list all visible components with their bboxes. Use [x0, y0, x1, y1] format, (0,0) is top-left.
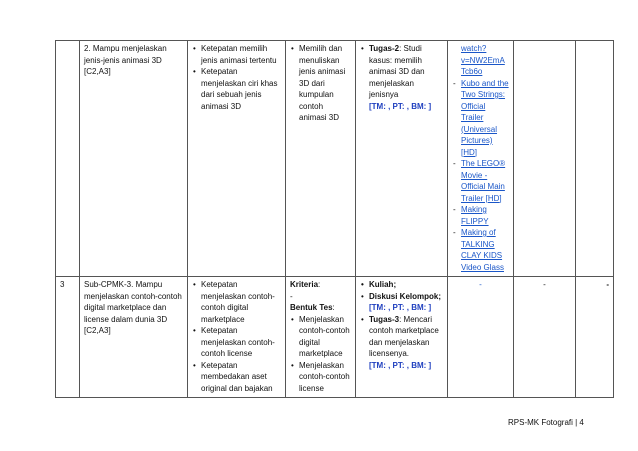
- list-item: [452, 227, 509, 273]
- list-item: [360, 314, 443, 372]
- list-item: [360, 291, 443, 314]
- list-item: • Ketepatan menjelaskan contoh-contoh digital marketplace: [192, 279, 281, 325]
- empty-cell: [576, 41, 614, 277]
- page-footer: RPS-MK Fotografi | 4: [508, 418, 584, 427]
- bentuk-tes-label: Bentuk Tes: [290, 303, 333, 312]
- kriteria-label: Kriteria: [290, 280, 319, 289]
- list-item: [452, 78, 509, 159]
- sub-cpmk-cell: Sub-CPMK-3. Mampu menjelaskan contoh-contoh digital marketplace dan license dalam dunia 3D [C2,A3]: [80, 277, 188, 398]
- indikator-cell: [188, 277, 286, 398]
- tugas-label: Tugas-3: [369, 314, 400, 324]
- list-item: [452, 204, 509, 227]
- tugas-label: Tugas-2: [369, 44, 400, 53]
- bentuk-tes-colon: :: [332, 303, 335, 312]
- indikator-cell: [188, 41, 286, 277]
- kriteria-cell: [286, 277, 356, 398]
- empty-cell: [514, 41, 576, 277]
- list-item: • Ketepatan menjelaskan ciri khas dari sebuah jenis animasi 3D: [192, 66, 281, 112]
- list-item: • Menjelaskan contoh-contoh license: [290, 360, 351, 395]
- list-item: • Memilih dan menuliskan jenis animasi 3D dari kumpulan contoh animasi 3D: [290, 43, 351, 124]
- table-row: [56, 41, 614, 277]
- dash-cell: -: [448, 277, 514, 398]
- video-link[interactable]: The LEGO® Movie - Official Main Trailer [HD]: [461, 159, 506, 203]
- tugas-cell: [356, 277, 448, 398]
- table-row: [56, 277, 614, 398]
- dash-cell: -: [514, 277, 576, 398]
- sub-cpmk-cell: 2. Mampu menjelaskan jenis-jenis animasi 3D [C2,A3]: [80, 41, 188, 277]
- list-item: [452, 158, 509, 204]
- rps-table: [55, 40, 614, 398]
- video-link[interactable]: Making of TALKING CLAY KIDS Video Glass: [461, 228, 504, 272]
- tm-label: [TM: , PT: , BM: ]: [369, 303, 432, 312]
- list-item: • Ketepatan menjelaskan contoh-contoh license: [192, 325, 281, 360]
- tugas-text: : Studi kasus: memilih animasi 3D dan menjelaskan jenisnya: [369, 44, 425, 99]
- tm-label: [TM: , PT: , BM: ]: [369, 360, 432, 370]
- tm-label: [TM: , PT: , BM: ]: [369, 101, 432, 111]
- kriteria-cell: [286, 41, 356, 277]
- row-number: 3: [56, 277, 80, 398]
- dash-cell: -: [576, 277, 614, 398]
- video-link[interactable]: Kubo and the Two Strings: Official Trailer (Universal Pictures) [HD]: [461, 78, 509, 157]
- tugas-cell: [356, 41, 448, 277]
- list-item: • Ketepatan membedakan aset original dan bajakan: [192, 360, 281, 395]
- video-link[interactable]: Making FLIPPY: [461, 205, 489, 226]
- video-link[interactable]: watch?v=NW2EmATcb6o: [461, 44, 505, 76]
- row-number: [56, 41, 80, 277]
- diskusi-label: Diskusi Kelompok;: [369, 291, 442, 301]
- reference-links-cell: [448, 41, 514, 277]
- list-item: • Menjelaskan contoh-contoh digital marketplace: [290, 314, 351, 360]
- kriteria-colon: :: [318, 280, 321, 289]
- list-item: • Kuliah;: [360, 279, 443, 291]
- tugas-text: : Mencari contoh marketplace dan menjelaskan licensenya.: [369, 314, 439, 358]
- list-item: [360, 43, 443, 112]
- list-item: • Ketepatan memilih jenis animasi tertentu: [192, 43, 281, 66]
- kriteria-dash: -: [290, 291, 293, 301]
